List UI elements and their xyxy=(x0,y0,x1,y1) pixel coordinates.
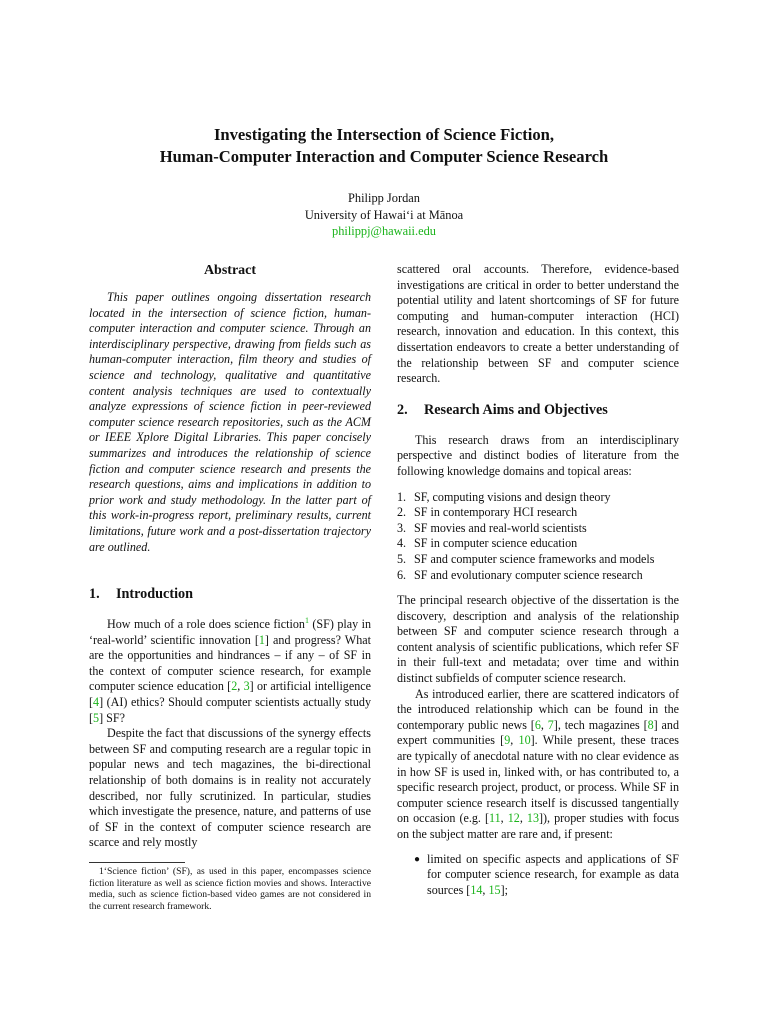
right-column xyxy=(397,262,679,898)
continued-paragraph: scattered oral accounts. Therefore, evidence-based investigations are critical in order to better understand the potential utility and latent shortcomings of SF for future computing and human-computer interaction (HCI) research, innovation and education. In this context, this dissertation endeavors to create a better understanding of the relationship between SF and computer science research. xyxy=(397,262,679,386)
paper-title xyxy=(60,124,708,168)
list-item xyxy=(397,536,679,552)
section-2-title: Research Aims and Objectives xyxy=(424,401,608,418)
citation-link-15[interactable]: 15 xyxy=(488,882,501,897)
para-text: , xyxy=(500,811,508,826)
citation-link-7[interactable]: 7 xyxy=(547,717,554,732)
para-text: ] and expert communities [ xyxy=(397,717,679,748)
knowledge-domain-list xyxy=(397,490,679,584)
title-line-1: Investigating the Intersection of Science Fiction, xyxy=(213,125,555,144)
list-item-number: 1. xyxy=(397,489,407,504)
footnote-1-text: 1‘Science fiction’ (SF), as used in this paper, encompasses science fiction literature as well as science fiction movies and shows. Interactive media, such as science fiction-based video games are not considered in the current research framework. xyxy=(89,866,371,912)
list-item xyxy=(397,521,679,537)
principal-objective-paragraph: The principal research objective of the dissertation is the discovery, description and analysis of the relationship between SF and computer science research through a content analysis of scientific publications, which refer SF in their full-text and metadata; over time and within distinct subfields of computer science research. xyxy=(397,593,679,686)
list-item-text: SF in contemporary HCI research xyxy=(414,505,578,520)
bullet-text: limited on specific aspects and applications of SF for computer science research, for example as data sources [ xyxy=(427,851,679,897)
list-item-text: SF movies and real-world scientists xyxy=(414,520,587,535)
section-1-number: 1. xyxy=(89,586,100,603)
list-item xyxy=(397,568,679,584)
intro-p1-text-a: How much of a role does science fiction xyxy=(107,617,305,632)
footnote-block xyxy=(89,862,371,912)
list-item-text: SF and computer science frameworks and models xyxy=(414,551,655,566)
citation-link-1[interactable]: 1 xyxy=(258,632,265,647)
intro-p1-text-d: ] and progress? What are the opportunities and hindrances – if any – of SF in the context of computer science research, for example computer science education [ xyxy=(89,632,371,694)
list-item-number: 2. xyxy=(397,505,407,520)
citation-link-12[interactable]: 12 xyxy=(507,811,520,826)
citation-link-8[interactable]: 8 xyxy=(647,717,654,732)
list-item-number: 3. xyxy=(397,520,407,535)
intro-p1-text-h: ] SF? xyxy=(99,710,125,725)
citation-link-5[interactable]: 5 xyxy=(93,710,100,725)
para-text: , xyxy=(540,717,548,732)
citation-link-13[interactable]: 13 xyxy=(526,811,539,826)
left-column xyxy=(89,262,371,912)
bullet-text: , xyxy=(482,882,489,897)
list-item-text: SF in computer science education xyxy=(414,536,578,551)
list-item xyxy=(397,852,679,899)
bullet-text: ]; xyxy=(500,882,508,897)
citation-link-9[interactable]: 9 xyxy=(504,733,511,748)
author-email-link[interactable]: philippj@hawaii.edu xyxy=(332,224,436,238)
author-block xyxy=(160,190,608,240)
limitations-list xyxy=(397,852,679,899)
footnote-rule xyxy=(89,862,185,863)
section-2-heading xyxy=(397,401,679,419)
scattered-indicators-paragraph xyxy=(397,687,679,843)
intro-p1-text-e: , xyxy=(237,679,244,694)
list-item xyxy=(397,505,679,521)
para-text: , xyxy=(519,811,527,826)
para-text: ]. While present, these traces are typically of anecdotal nature with no clear evidence as in how SF is used in, linked with, or has contributed to, a specific research project, product, or process. While SF in computer science research itself is discussed tangentially on occasion (e.g. [ xyxy=(397,733,680,826)
citation-link-6[interactable]: 6 xyxy=(534,717,541,732)
citation-link-11[interactable]: 11 xyxy=(489,811,501,826)
list-item-number: 6. xyxy=(397,567,407,582)
para-text: ], tech magazines [ xyxy=(553,717,648,732)
intro-paragraph-2: Despite the fact that discussions of the synergy effects between SF and computing research are a regular topic in popular news and tech magazines, the bi-directional relationship of both domains is in reality not accurately described, nor fully scrutinized. In particular, studies which investigate the presence, nature, and patterns of use of SF in the context of computer science research are scarce and rely mostly xyxy=(89,726,371,850)
section-1-heading xyxy=(89,585,371,603)
intro-p1-text-b: (SF) play in ‘real-world’ scientific innovation [ xyxy=(89,617,371,647)
research-draws-paragraph: This research draws from an interdisciplinary perspective and distinct bodies of literature from the following knowledge domains and topical areas: xyxy=(397,432,679,478)
abstract-text: This paper outlines ongoing dissertation research located in the intersection of science fiction, human-computer interaction and computer science. Through an interdisciplinary perspective, drawing from fields such as human-computer interaction, film theory and studies of science and technology, qualitative and quantitative content analysis techniques are used to contextually analyze expressions of science fiction in peer-reviewed computer science research repositories, such as the ACM or IEEE Xplore Digital Libraries. This paper concisely summarizes and introduces the relationship of science fiction and computer science research and presents the research questions, aims and implications in addition to prior work and study methodology. In the latter part of this work-in-progress report, preliminary results, current limitations, future work and a post-dissertation trajectory are outlined. xyxy=(89,290,371,554)
title-line-2: Human-Computer Interaction and Computer Science Research xyxy=(159,147,609,166)
list-item xyxy=(397,490,679,506)
author-affiliation: University of Hawaiʻi at Mānoa xyxy=(304,207,464,222)
section-2-number: 2. xyxy=(397,401,408,418)
para-text: , xyxy=(510,733,519,748)
para-text: ]), proper studies with focus on the subject matter are rare and, if present: xyxy=(397,811,680,841)
intro-p1-text-f: ] or artificial intelligence [ xyxy=(89,679,371,710)
intro-p1-text-g: ] (AI) ethics? Should computer scientists actually study [ xyxy=(89,695,371,725)
para-text: As introduced earlier, there are scattered indicators of the introduced relationship which can be found in the contemporary public news [ xyxy=(397,686,679,732)
citation-link-4[interactable]: 4 xyxy=(93,695,100,710)
list-item-number: 4. xyxy=(397,536,407,551)
intro-paragraph-1 xyxy=(89,617,371,726)
citation-link-10[interactable]: 10 xyxy=(518,733,531,748)
citation-link-3[interactable]: 3 xyxy=(243,679,250,694)
author-name: Philipp Jordan xyxy=(348,191,420,205)
list-item-text: SF and evolutionary computer science research xyxy=(414,567,643,582)
list-item xyxy=(397,552,679,568)
section-1-title: Introduction xyxy=(116,586,193,603)
citation-link-14[interactable]: 14 xyxy=(470,882,483,897)
list-item-text: SF, computing visions and design theory xyxy=(414,489,611,504)
citation-link-2[interactable]: 2 xyxy=(231,679,238,694)
abstract-heading: Abstract xyxy=(203,263,257,278)
footnote-marker-1[interactable]: 1 xyxy=(304,616,309,626)
list-item-number: 5. xyxy=(397,551,407,566)
bullet-icon: ● xyxy=(414,853,421,865)
